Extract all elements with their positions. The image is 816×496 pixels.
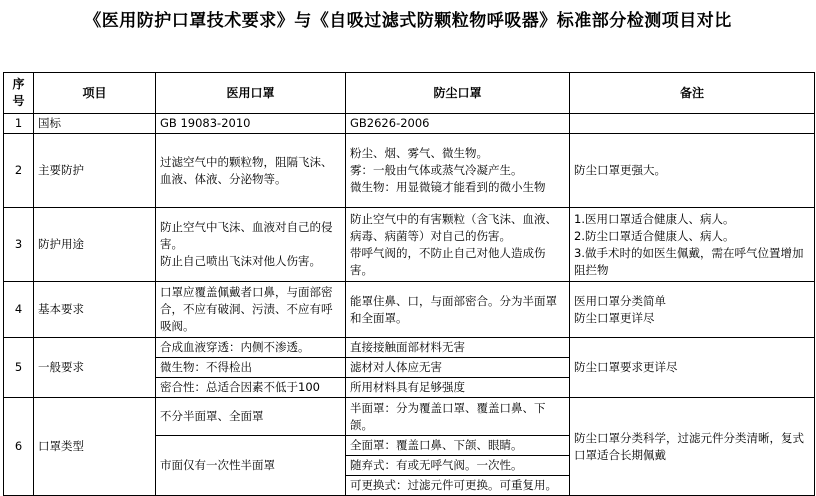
row-item: 基本要求	[34, 282, 156, 338]
row-no: 5	[4, 338, 34, 398]
table-row	[4, 208, 815, 282]
dust-line: 粉尘、烟、雾气、微生物。	[350, 146, 488, 160]
row-medical: 微生物：不得检出	[156, 358, 346, 378]
dust-line: 雾：一般由气体或蒸气冷凝产生。	[350, 163, 523, 177]
row-medical: 密合性：总适合因素不低于100	[156, 378, 346, 398]
row-item: 国标	[34, 114, 156, 134]
row-medical: GB 19083-2010	[156, 114, 346, 134]
table-row	[4, 398, 815, 436]
row-no: 4	[4, 282, 34, 338]
row-dust: 所用材料具有足够强度	[346, 378, 570, 398]
row-no: 3	[4, 208, 34, 282]
row-medical: 市面仅有一次性半面罩	[156, 436, 346, 496]
remark-line: 2.防尘口罩适合健康人、病人。	[574, 228, 735, 243]
row-medical: 过滤空气中的颗粒物，阻隔飞沫、血液、体液、分泌物等。	[156, 134, 346, 208]
row-no: 6	[4, 398, 34, 496]
row-remark	[570, 282, 815, 338]
table-row	[4, 338, 815, 358]
row-dust: 滤材对人体应无害	[346, 358, 570, 378]
row-remark: 防尘口罩要求更详尽	[570, 338, 815, 398]
header-dust: 防尘口罩	[346, 73, 570, 114]
remark-line: 防尘口罩更详尽	[574, 310, 655, 325]
dust-line: 带呼气阀的，不防止自己对他人造成伤害。	[350, 245, 546, 277]
remark-line: 3.做手术时的如医生佩戴，需在呼气位置增加阻拦物	[574, 245, 804, 277]
row-remark: 防尘口罩更强大。	[570, 134, 815, 208]
table-row	[4, 114, 815, 134]
table-row	[4, 134, 815, 208]
remark-line: 1.医用口罩适合健康人、病人。	[574, 211, 735, 226]
row-dust: 全面罩：覆盖口鼻、下颌、眼睛。	[346, 436, 570, 456]
row-no: 2	[4, 134, 34, 208]
header-row	[4, 73, 815, 114]
row-medical: 合成血液穿透：内侧不渗透。	[156, 338, 346, 358]
row-remark	[570, 114, 815, 134]
row-item: 口罩类型	[34, 398, 156, 496]
medical-line: 防止自己喷出飞沫对他人伤害。	[160, 254, 321, 268]
row-dust	[346, 134, 570, 208]
row-remark: 防尘口罩分类科学，过滤元件分类清晰，复式口罩适合长期佩戴	[570, 398, 815, 496]
row-item: 一般要求	[34, 338, 156, 398]
row-dust	[346, 208, 570, 282]
header-medical: 医用口罩	[156, 73, 346, 114]
header-no: 序号	[4, 73, 34, 114]
row-dust: GB2626-2006	[346, 114, 570, 134]
table-row	[4, 282, 815, 338]
remark-line: 医用口罩分类简单	[574, 293, 666, 308]
row-dust: 能罩住鼻、口，与面部密合。分为半面罩和全面罩。	[346, 282, 570, 338]
dust-line: 防止空气中的有害颗粒（含飞沫、血液、病毒、病菌等）对自己的伤害。	[350, 211, 557, 243]
row-item: 主要防护	[34, 134, 156, 208]
row-dust: 随弃式：有或无呼气阀。一次性。	[346, 456, 570, 476]
row-medical: 口罩应覆盖佩戴者口鼻，与面部密合，不应有破洞、污渍、不应有呼吸阀。	[156, 282, 346, 338]
document-title: 《医用防护口罩技术要求》与《自吸过滤式防颗粒物呼吸器》标准部分检测项目对比	[84, 11, 732, 31]
medical-line: 防止空气中飞沫、血液对自己的侵害。	[160, 220, 333, 251]
row-medical: 不分半面罩、全面罩	[156, 398, 346, 436]
row-no: 1	[4, 114, 34, 134]
row-dust: 半面罩：分为覆盖口罩、覆盖口鼻、下颌。	[346, 398, 570, 436]
header-remark: 备注	[570, 73, 815, 114]
comparison-table	[3, 72, 815, 496]
row-item: 防护用途	[34, 208, 156, 282]
row-dust: 可更换式：过滤元件可更换。可重复用。	[346, 476, 570, 496]
row-remark	[570, 208, 815, 282]
header-item: 项目	[34, 73, 156, 114]
row-medical	[156, 208, 346, 282]
dust-line: 微生物：用显微镜才能看到的微小生物	[350, 180, 546, 194]
row-dust: 直接接触面部材料无害	[346, 338, 570, 358]
